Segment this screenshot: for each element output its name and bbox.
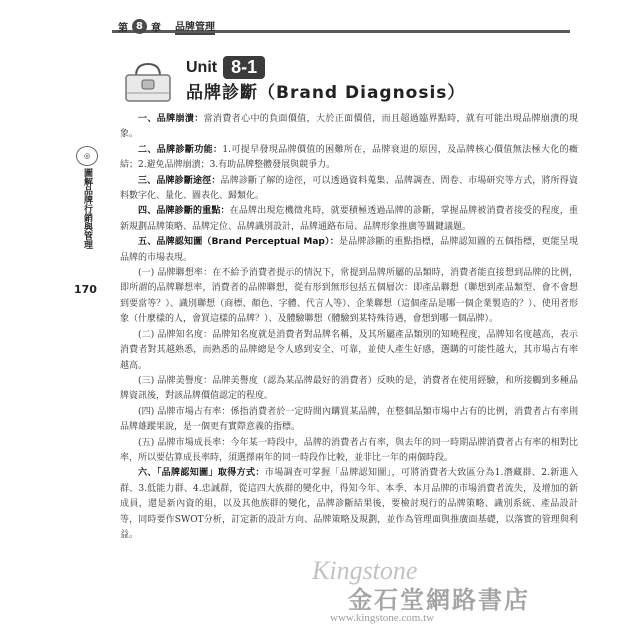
paragraph-text: (一) 品牌聯想率：在不給予消費者提示的情況下，常提到品牌所屬的品類時，消費者能直接想到品牌的比例，即所謂的品牌聯想率，消費者的品牌聯想，從有形到無形包括五個層次：即產品聯想（聯想到產品類型、會不會想到要當等？）、識別聯想（商標、顏色、字體、代言人等）、企業聯想（這個產品是哪一個企業製造的？）、使用者形象（什麼樣的人，會買這樣的品牌？）、及體驗聯想（體驗到某特殊待遇，會想到哪一個品牌）。: [120, 268, 578, 325]
paragraph-lead: 四、品牌診斷的重點：: [138, 206, 230, 217]
paragraph-text: (二) 品牌知名度：品牌知名度就是消費者對品牌名稱，及其所屬產品類別的知曉程度，品牌知名度越高，表示消費者對其越熟悉，而熟悉的品牌總是令人感到安全、可靠，並使人產生好感，選購的可能性越大，其市場占有率越高。: [120, 329, 578, 371]
paragraph: [120, 204, 578, 235]
paragraph-text: 當消費者心中的負面價值，大於正面價值，而且超過臨界點時，就有可能出現品牌崩潰的現象。: [120, 114, 578, 140]
paragraph-text: (五) 品牌市場成長率：今年某一時段中，品牌的消費者占有率，與去年的同一時期品牌消費者占有率的相對比率，所以要估算成長率時，須選擇兩年的同一時段作比較，並非比一年的兩個時段。: [120, 437, 578, 463]
paragraph-lead: 五、品牌認知圖（Brand Perceptual Map）：: [138, 237, 339, 248]
unit-label: Unit: [186, 58, 218, 76]
paragraph: [120, 112, 578, 143]
unit-number-badge: 8-1: [223, 56, 265, 79]
paragraph-text: 品牌診斷了解的途徑，可以透過資料蒐集、品牌調查、問卷、市場研究等方式，將所得資料數字化、量化、圖表化、歸類化。: [120, 175, 578, 202]
paragraph-text: 在品牌出現危機徵兆時，就要積極透過品牌的診斷，掌握品牌被消費者接受的程度，重新規劃品牌策略、品牌定位、品牌識別設計，品牌通路布局、品牌形象推廣等關鍵議題。: [120, 206, 578, 232]
paragraph-text: 1.可提早發現品牌價值的困難所在，品牌衰退的原因，及品牌核心價值無法極大化的癥結；2.避免品牌崩潰；3.有助品牌整體發展與競爭力。: [120, 144, 578, 171]
body-text: [120, 112, 578, 543]
paragraph: [120, 174, 578, 205]
paragraph-lead: 六、「品牌認知圖」取得方式：: [138, 468, 265, 479]
chapter-title: 品牌管理: [175, 18, 215, 35]
page-title: 品牌診斷（Brand Diagnosis）: [186, 83, 466, 103]
paragraph: [120, 266, 578, 328]
paragraph-text: (三) 品牌美譽度：品牌美譽度（認為某品牌最好的消費者）反映的是，消費者在使用經驗，和所接觸到多種品牌資訊後，對該品牌價值認定的程度。: [120, 375, 578, 402]
watermark-script: Kingstone: [312, 556, 418, 585]
paragraph: [120, 374, 578, 405]
paragraph-lead: 三、品牌診斷途徑：: [138, 175, 221, 186]
chapter-heading: [118, 18, 215, 35]
paragraph-text: 市場調查可掌握「品牌認知圖」，可將消費者大致區分為1.潛藏群、2.新進入群、3.低能力群、4.忠誠群，從這四大族群的變化中，得知今年、本季、本月品牌的市場消費者流失，及增加的新成員，還是新內資的組，以及其他族群的變化，品牌診斷結果後，要檢討現行的品牌策略、識別系統、產品設計等，同時要作SWOT分析，訂定新的設計方向、品牌策略及規劃，並作為管理面與推廣面基礎，以落實的管理與利益。: [120, 468, 578, 540]
chapter-number: 8: [132, 19, 147, 34]
paragraph: [120, 235, 578, 266]
paragraph-text: (四) 品牌市場占有率：係指消費者於一定時間內購買某品牌，在整個品類市場中占有的比例，消費者占有率則品牌雄蹤果說，是一個更有實際意義的指標。: [120, 406, 578, 433]
paragraph-lead: 二、品牌診斷功能：: [138, 144, 223, 155]
paragraph-lead: 一、品牌崩潰：: [138, 114, 204, 124]
unit-heading: [186, 56, 265, 79]
paragraph: [120, 143, 578, 174]
paragraph: [120, 405, 578, 436]
watermark-url: www.kingstone.com.tw: [330, 612, 435, 624]
chapter-suffix: 章: [151, 23, 161, 34]
sidebar-book-title: 圖解品牌行銷與管理: [82, 168, 92, 249]
paragraph-text: 是品牌診斷的重點指標，品牌認知圖的五個指標，更能呈現品牌的市場表現。: [120, 237, 578, 263]
chapter-prefix: 第: [118, 23, 128, 34]
sidebar-badge-icon: ◎: [76, 146, 98, 166]
page-number: 170: [74, 283, 97, 296]
shopping-bag-icon: [122, 62, 174, 102]
paragraph: [120, 466, 578, 543]
watermark-name: 金石堂網路書店: [348, 585, 530, 614]
paragraph: [120, 436, 578, 467]
paragraph: [120, 328, 578, 374]
